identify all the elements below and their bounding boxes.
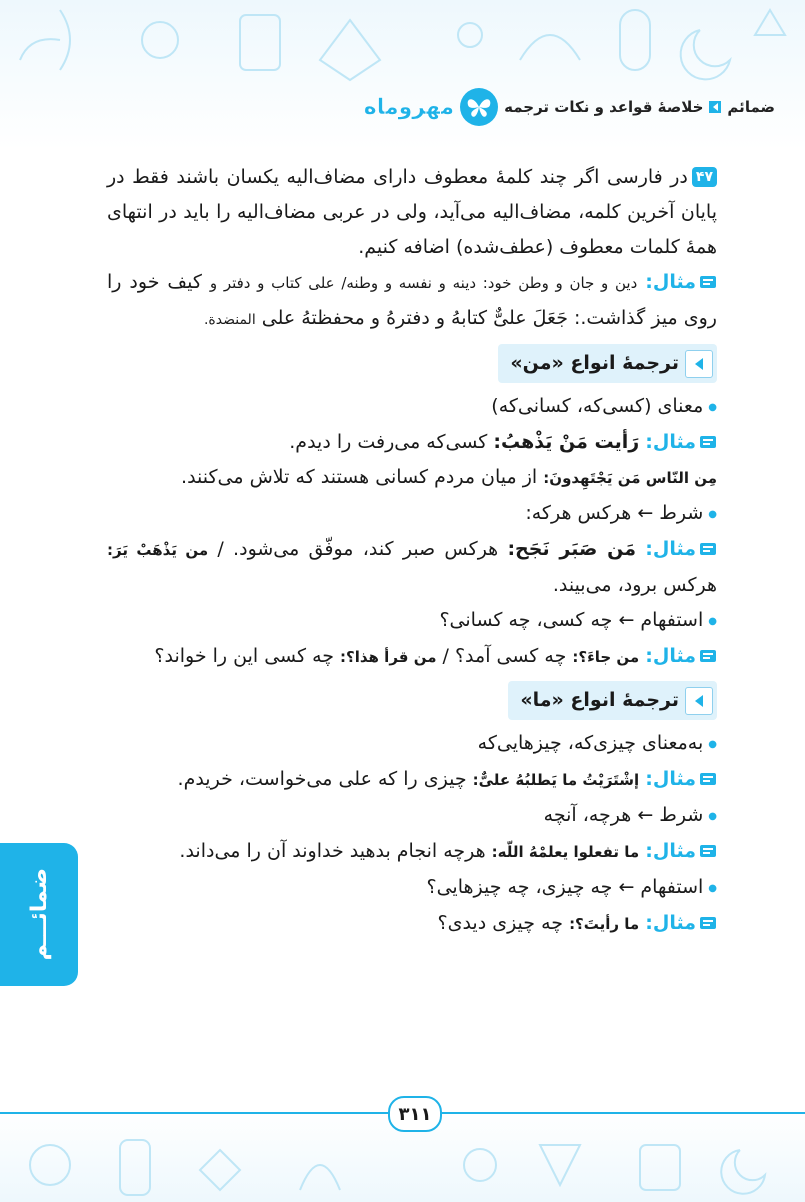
man-example-1-arabic: رَأیت مَنْ یَذْهبُ: — [493, 431, 640, 453]
ma-example-3-arabic: ما رأیتَ؟: — [569, 915, 640, 933]
ma-example-1-arabic: إشْتَرَیْتُ ما یَطلبُهُ علیٌّ: — [472, 771, 640, 789]
man-example-3 — [107, 532, 717, 603]
section-title-man — [498, 344, 717, 383]
section-arrow-icon — [685, 687, 713, 715]
man-example-1-persian: کسی‌که می‌رفت را دیدم. — [289, 431, 488, 453]
section-title-man-text: ترجمهٔ انواع «من» — [510, 352, 679, 374]
example-1 — [107, 265, 717, 338]
ma-example-2-persian: هرچه انجام بدهید خداوند آن را می‌داند. — [179, 840, 486, 862]
ma-example-1 — [107, 762, 717, 798]
example-label: مثال: — [645, 840, 696, 862]
rule-number-badge: ۴۷ — [692, 167, 717, 187]
man-example-1 — [107, 425, 717, 460]
ma-meaning-1: ● به‌معنای چیزی‌که، چیزهایی‌که — [107, 726, 717, 762]
page-number: ۳۱۱ — [388, 1096, 442, 1132]
man-meaning-2: ● شرط ← هرکس هرکه: — [107, 496, 717, 532]
page-content — [107, 160, 717, 942]
example-label: مثال: — [645, 645, 696, 667]
ma-example-1-persian: چیزی را که علی می‌خواست، خریدم. — [177, 768, 467, 790]
example-icon — [699, 275, 717, 289]
man-example-2 — [107, 460, 717, 496]
example-icon — [699, 435, 717, 449]
example-icon — [699, 542, 717, 556]
section-title-ma-text: ترجمهٔ انواع «ما» — [520, 689, 679, 711]
man-example-5-persian-1: چه کسی آمد؟ / — [442, 645, 567, 667]
man-example-5-arabic-2: من قرأ هذا؟: — [340, 648, 437, 666]
man-example-5-persian-2: چه کسی این را خواند؟ — [154, 645, 334, 667]
example-label: مثال: — [645, 768, 696, 790]
section-arrow-icon — [685, 350, 713, 378]
example-1-line2: کیف خود را روی میز گذاشت.: جَعَلَ علیٌّ کتابهُ و دفترهُ و محفظتهُ علی — [107, 271, 717, 329]
rule-47 — [107, 160, 717, 265]
ma-meaning-3: ● استفهام ← چه چیزی، چه چیزهایی؟ — [107, 870, 717, 906]
example-1-tail: المنضدة. — [203, 312, 256, 328]
example-icon — [699, 916, 717, 930]
man-example-4-arabic: من یَذْهَبْ یَرَ: — [107, 541, 209, 559]
ma-meaning-2: ● شرط ← هرچه، آنچه — [107, 798, 717, 834]
man-example-2-persian: از میان مردم کسانی هستند که تلاش می‌کنند. — [181, 466, 538, 488]
breadcrumb-section: ضمائم — [727, 98, 775, 116]
man-meaning-3: ● استفهام ← چه کسی، چه کسانی؟ — [107, 603, 717, 639]
ma-example-3-persian: چه چیزی دیدی؟ — [437, 912, 564, 934]
top-doodle-background — [0, 0, 805, 150]
example-icon — [699, 772, 717, 786]
butterfly-logo-icon — [460, 88, 498, 126]
breadcrumb-topic: خلاصهٔ قواعد و نکات ترجمه — [504, 98, 704, 116]
example-label: مثال: — [645, 271, 696, 293]
rule-text: در فارسی اگر چند کلمهٔ معطوف دارای مضاف‌الیه یکسان باشند فقط در پایان آخرین کلمه، مضاف‌الیه می‌آید، ولی در عربی مضاف‌الیه را باید در انتهای همهٔ کلمات معطوف (عطف‌شده) اضافه کنیم. — [107, 166, 717, 258]
side-chapter-tab[interactable] — [0, 843, 78, 986]
ma-example-3 — [107, 906, 717, 942]
ma-example-2-arabic: ما تفعلوا یعلمْهُ اللّه: — [491, 843, 640, 861]
man-example-2-arabic: مِن النّاس مَن یَجْتَهِدونَ: — [543, 469, 717, 487]
example-icon — [699, 844, 717, 858]
page-header — [364, 88, 775, 126]
example-icon — [699, 649, 717, 663]
brand — [364, 88, 498, 126]
example-label: مثال: — [645, 538, 696, 560]
section-title-ma — [508, 681, 717, 720]
example-1-line1: دین و جان و وطن خود: دینه و نفسه و وطنه/ علی کتاب و دفتر و — [209, 274, 638, 292]
example-label: مثال: — [645, 912, 696, 934]
breadcrumb-separator-icon — [709, 101, 721, 113]
man-example-4-persian: هرکس برود، می‌بیند. — [552, 574, 717, 596]
ma-example-2 — [107, 834, 717, 870]
man-example-5 — [107, 639, 717, 675]
man-example-3-persian: هرکس صبر کند، موفّق می‌شود. / — [217, 538, 499, 560]
man-example-5-arabic-1: من جاءَ؟: — [572, 648, 640, 666]
man-meaning-1: ● معنای (کسی‌که، کسانی‌که) — [107, 389, 717, 425]
man-example-3-arabic: مَن صَبَر نَجَح: — [507, 538, 636, 560]
side-tab-label: ضمائـــم — [26, 868, 52, 961]
example-label: مثال: — [645, 431, 696, 453]
brand-name: مهروماه — [363, 94, 455, 120]
